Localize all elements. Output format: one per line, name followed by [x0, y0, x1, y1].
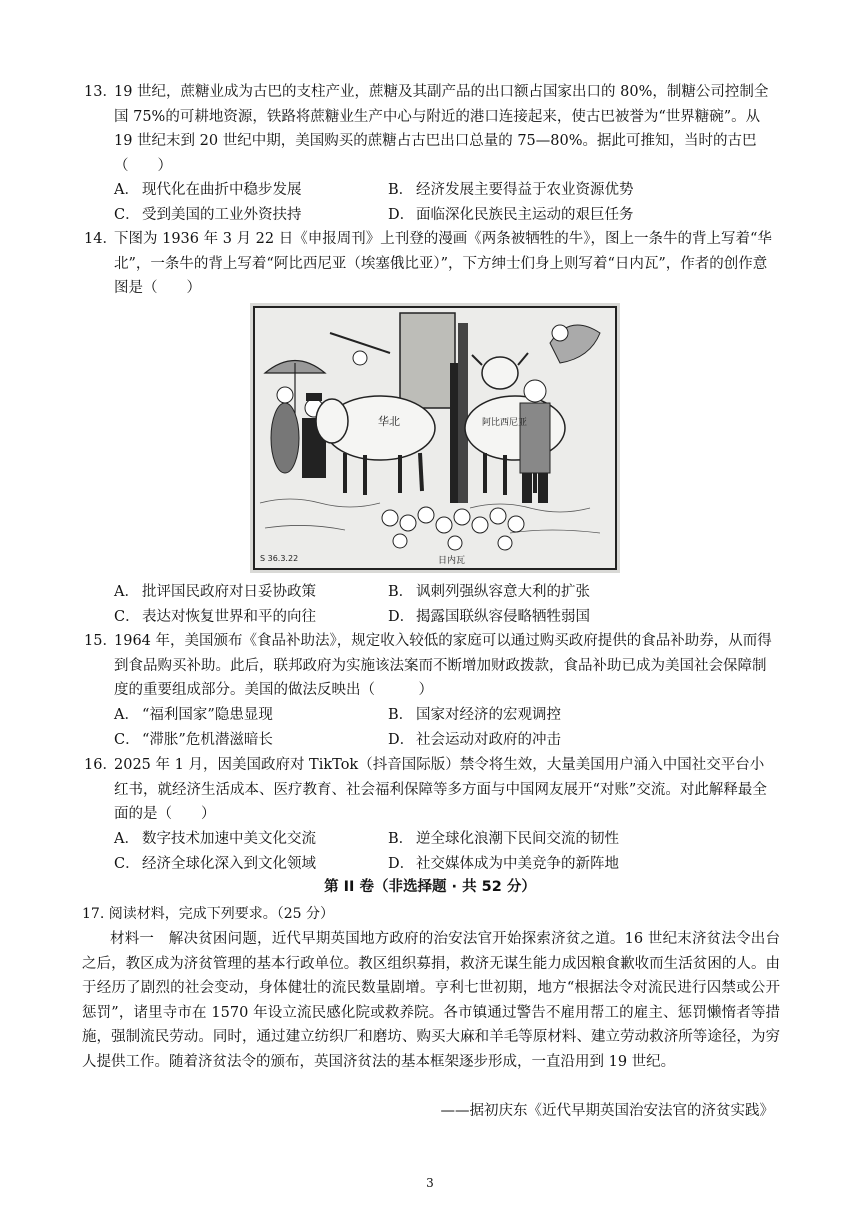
option-c[interactable]: C． 经济全球化深入到文化领域 — [114, 855, 316, 872]
question-stem: 1964 年，美国颁布《食品补助法》，规定收入较低的家庭可以通过购买政府提供的食品补助券，从而得到食品购买补助。此后，联邦政府为实施该法案而不断增加财政拨款，食品补助已成为美国社会保障制度的重要组成部分。美国的做法反映出（ ） — [114, 633, 772, 698]
option-a[interactable]: A． 数字技术加速中美文化交流 — [114, 831, 316, 847]
option-c[interactable]: C． “滞胀”危机潜滋暗长 — [114, 731, 273, 748]
option-b[interactable]: B． 讽刺列强纵容意大利的扩张 — [388, 584, 590, 600]
question-14 — [84, 227, 774, 301]
option-d[interactable]: D． 揭露国联纵容侵略牺牲弱国 — [388, 608, 590, 625]
question-number: 13． — [84, 84, 117, 100]
page-number: 3 — [426, 1176, 434, 1190]
option-a[interactable]: A． 批评国民政府对日妥协政策 — [114, 584, 316, 600]
option-d[interactable]: D． 社交媒体成为中美竞争的新阵地 — [388, 855, 619, 872]
question-stem: 2025 年 1 月，因美国政府对 TikTok（抖音国际版）禁令将生效，大量美国用户涌入中国社交平台小红书，就经济生活成本、医疗教育、社会福利保障等多方面与中国网友展开“对账”交流。对此解释最全面的是（ ） — [114, 757, 767, 822]
option-b[interactable]: B． 国家对经济的宏观调控 — [388, 707, 561, 723]
option-d[interactable]: D． 社会运动对政府的冲击 — [388, 731, 561, 748]
cartoon-two-sacrificed-cows — [250, 303, 620, 573]
question-16-options — [114, 827, 774, 876]
question-13-options — [114, 178, 774, 227]
label-geneva: 日内瓦 — [438, 556, 466, 566]
option-b[interactable]: B． 经济发展主要得益于农业资源优势 — [388, 182, 634, 198]
question-15-options — [114, 703, 774, 752]
option-a[interactable]: A． 现代化在曲折中稳步发展 — [114, 182, 302, 198]
question-number: 14． — [84, 231, 117, 247]
question-16 — [84, 753, 774, 827]
question-13 — [84, 80, 774, 178]
label-abyssinia: 阿比西尼亚 — [482, 418, 528, 428]
section-title: 第 II 卷（非选择题 · 共 52 分） — [324, 879, 536, 895]
option-d[interactable]: D． 面临深化民族民主运动的艰巨任务 — [388, 206, 634, 223]
question-number: 16． — [84, 757, 117, 773]
question-number: 15． — [84, 633, 117, 649]
material-one: 材料一 解决贫困问题，近代早期英国地方政府的治安法官开始探索济贫之道。16 世纪末济贫法令出台之后，教区成为济贫管理的基本行政单位。教区组织募捐，救济无谋生能力成因粮食歉收而生活贫困的人。由于经历了剧烈的社会变动，身体健壮的流民数量剧增。亨利七世初期，地方“根据法令对流民进行囚禁或公开惩罚”，诸里寺市在 1570 年设立流民感化院或救养院。各市镇通过警告不雇用帮工的雇主、惩罚懒惰者等措施，强制流民劳动。同时，通过建立纺织厂和磨坊、购买大麻和羊毛等原材料、建立劳动救济所等途径，为穷人提供工作。随着济贫法令的颁布，英国济贫法的基本框架逐步形成，一直沿用到 19 世纪。 — [82, 931, 780, 1070]
option-c[interactable]: C． 受到美国的工业外资扶持 — [114, 206, 302, 223]
question-stem: 19 世纪，蔗糖业成为古巴的支柱产业，蔗糖及其副产品的出口额占国家出口的 80%，制糖公司控制全国 75%的可耕地资源，铁路将蔗糖业生产中心与附近的港口连接起来，使古巴被誉为“世界糖碗”。从 19 世纪末到 20 世纪中期，美国购买的蔗糖占古巴出口总量的 75—80%。据此可推知，当时的古巴（ ） — [114, 84, 769, 174]
option-c[interactable]: C． 表达对恢复世界和平的向往 — [114, 608, 316, 625]
option-b[interactable]: B． 逆全球化浪潮下民间交流的韧性 — [388, 831, 619, 847]
cartoon-signature: S 36.3.22 — [260, 554, 299, 563]
question-14-options — [114, 580, 774, 629]
question-stem: 下图为 1936 年 3 月 22 日《申报周刊》上刊登的漫画《两条被牺牲的牛》，图上一条牛的背上写着“华北”，一条牛的背上写着“阿比西尼亚（埃塞俄比亚）”，下方绅士们身上则写着“日内瓦”，作者的创作意图是（ ） — [114, 231, 772, 296]
question-17-heading: 17. 阅读材料，完成下列要求。（25 分） — [82, 906, 334, 922]
label-north-china: 华北 — [378, 415, 400, 428]
option-a[interactable]: A． “福利国家”隐患显现 — [114, 707, 273, 723]
question-15 — [84, 629, 774, 703]
material-source: ——据初庆东《近代早期英国治安法官的济贫实践》 — [440, 1103, 774, 1119]
